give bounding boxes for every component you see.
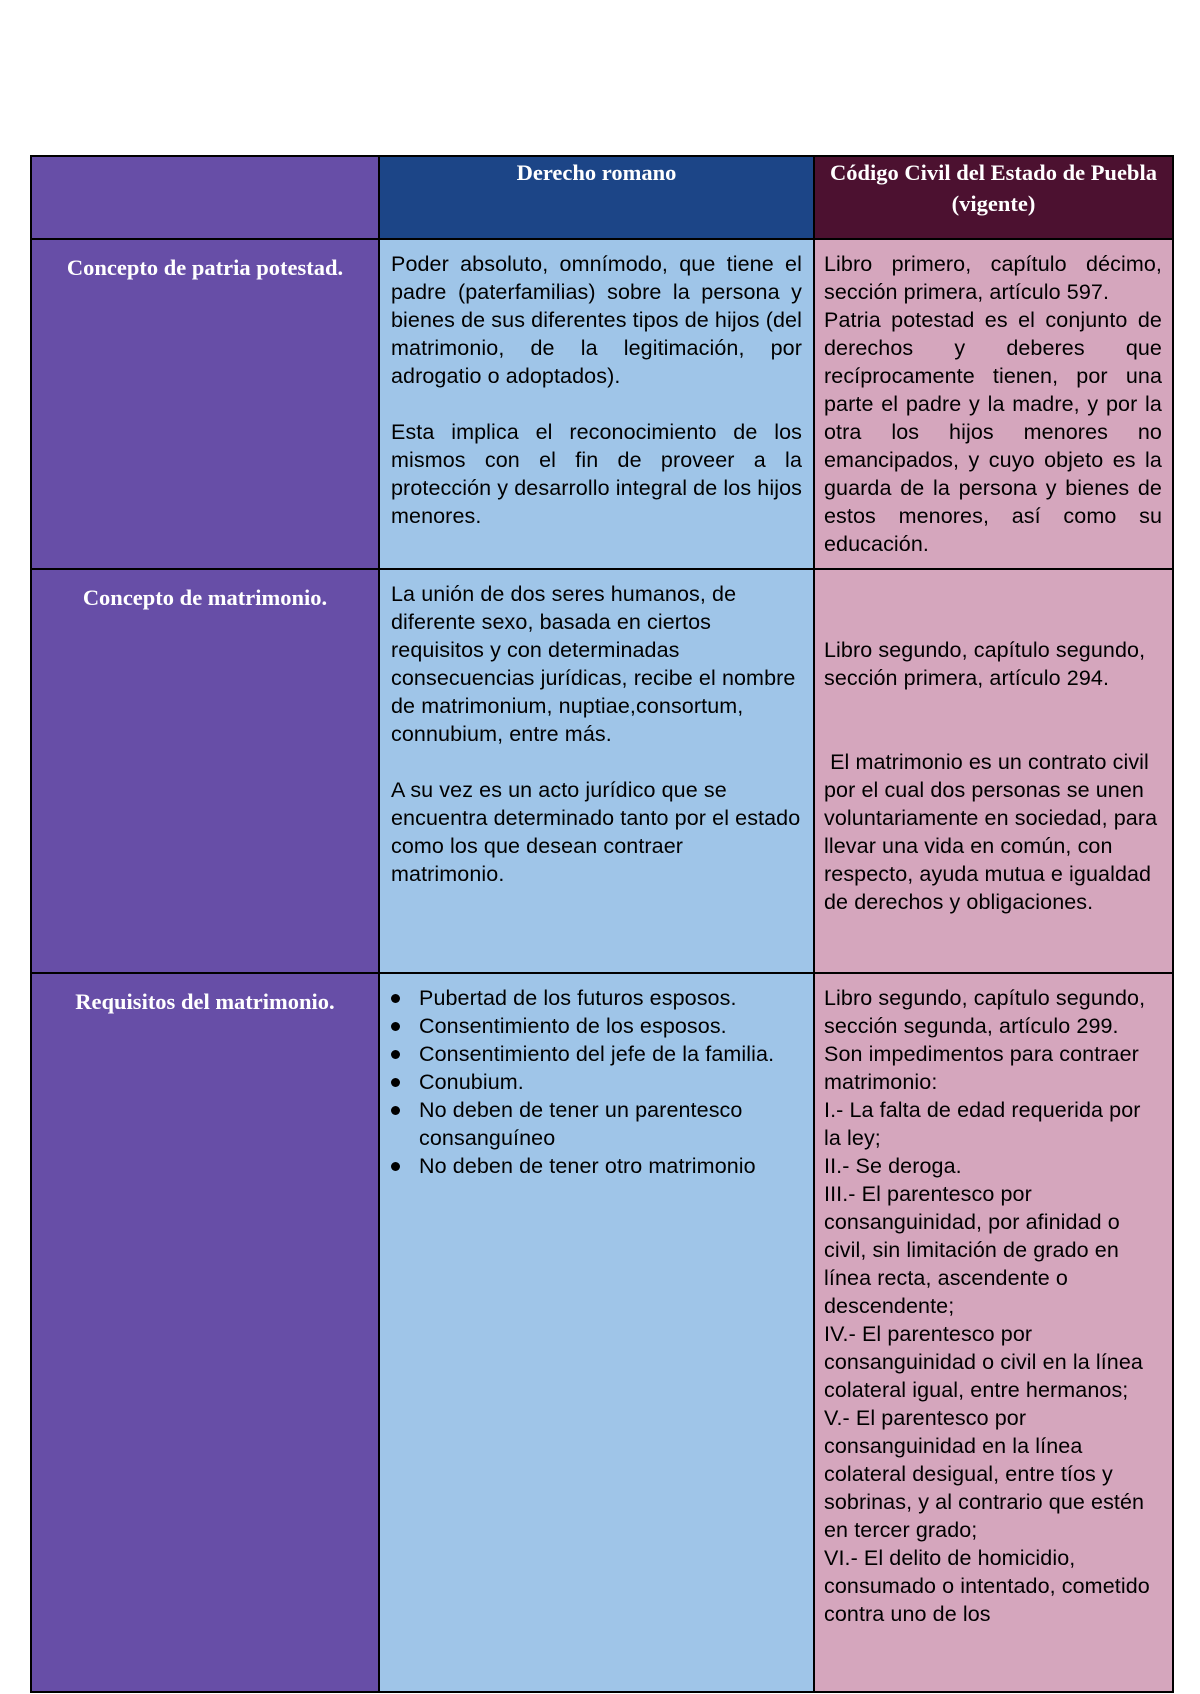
list-item bbox=[391, 1068, 802, 1096]
roman-paragraph: Esta implica el reconocimiento de los mismos con el fin de proveer a la protección y desarrollo integral de los hijos menores. bbox=[391, 420, 802, 528]
header-code-cell bbox=[814, 156, 1173, 239]
comparison-table bbox=[30, 155, 1174, 1693]
roman-cell bbox=[379, 973, 814, 1692]
table-row bbox=[31, 973, 1173, 1692]
code-cell bbox=[814, 569, 1173, 973]
code-line: Libro segundo, capítulo segundo, sección segunda, artículo 299. bbox=[824, 986, 1146, 1038]
bullet-icon bbox=[391, 1050, 400, 1059]
row-label: Concepto de matrimonio. bbox=[82, 585, 328, 610]
code-line: I.- La falta de edad requerida por la ley; bbox=[824, 1098, 1141, 1150]
row-label: Requisitos del matrimonio. bbox=[75, 989, 335, 1014]
roman-paragraph: La unión de dos seres humanos, de diferente sexo, basada en ciertos requisitos y con determinadas consecuencias jurídicas, recibe el nombre de matrimonium, nuptiae,consortum, connubium, entre más. bbox=[391, 582, 796, 746]
bullet-icon bbox=[391, 994, 400, 1003]
bullet-icon bbox=[391, 1022, 400, 1031]
list-item-text: No deben de tener otro matrimonio bbox=[419, 1154, 756, 1178]
roman-text bbox=[380, 570, 813, 888]
row-header-cell bbox=[31, 569, 379, 973]
roman-paragraph: A su vez es un acto jurídico que se encuentra determinado tanto por el estado como los que desean contraer matrimonio. bbox=[391, 778, 801, 886]
code-line: III.- El parentesco por consanguinidad, por afinidad o civil, sin limitación de grado en línea recta, ascendente o descendente; bbox=[824, 1182, 1120, 1318]
row-label: Concepto de patria potestad. bbox=[66, 255, 344, 280]
row-header-cell bbox=[31, 239, 379, 569]
header-code-label: Código Civil del Estado de Puebla (vigente) bbox=[830, 160, 1157, 216]
list-item bbox=[391, 1012, 802, 1040]
code-line: VI.- El delito de homicidio, consumado o intentado, cometido contra uno de los bbox=[824, 1546, 1150, 1626]
list-item-text: Consentimiento del jefe de la familia. bbox=[419, 1042, 775, 1066]
roman-paragraph: Poder absoluto, omnímodo, que tiene el padre (paterfamilias) sobre la persona y bienes de sus diferentes tipos de hijos (del matrimonio, de la legitimación, por adrogatio o adoptados). bbox=[391, 252, 802, 388]
row-header-cell bbox=[31, 973, 379, 1692]
list-item bbox=[391, 984, 802, 1012]
code-line: El matrimonio es un contrato civil por el cual dos personas se unen voluntariamente en sociedad, para llevar una vida en común, con respecto, ayuda mutua e igualdad de derechos y obligaciones. bbox=[824, 750, 1164, 914]
bullet-icon bbox=[391, 1078, 400, 1087]
code-line: Libro primero, capítulo décimo, sección primera, artículo 597. bbox=[824, 252, 1162, 304]
code-line: V.- El parentesco por consanguinidad en la línea colateral desigual, entre tíos y sobrinas, y al contrario que estén en tercer grado; bbox=[824, 1406, 1145, 1542]
code-line: Son impedimentos para contraer matrimonio: bbox=[824, 1042, 1139, 1094]
list-item bbox=[391, 1096, 802, 1152]
header-roman-label: Derecho romano bbox=[516, 160, 677, 185]
list-item-text: Consentimiento de los esposos. bbox=[419, 1014, 727, 1038]
header-row bbox=[31, 156, 1173, 239]
code-line: IV.- El parentesco por consanguinidad o civil en la línea colateral igual, entre hermanos; bbox=[824, 1322, 1143, 1402]
bullet-icon bbox=[391, 1106, 400, 1115]
code-cell bbox=[814, 973, 1173, 1692]
code-text bbox=[815, 974, 1172, 1628]
table-row bbox=[31, 239, 1173, 569]
code-text bbox=[815, 570, 1172, 972]
bullet-icon bbox=[391, 1162, 400, 1171]
code-line: Libro segundo, capítulo segundo, sección primera, artículo 294. bbox=[824, 638, 1152, 690]
roman-cell bbox=[379, 569, 814, 973]
header-roman-cell bbox=[379, 156, 814, 239]
roman-cell bbox=[379, 239, 814, 569]
list-item-text: No deben de tener un parentesco consanguíneo bbox=[419, 1098, 743, 1150]
code-text bbox=[815, 240, 1172, 558]
list-item bbox=[391, 1040, 802, 1068]
table-row bbox=[31, 569, 1173, 973]
requirements-list bbox=[380, 974, 813, 1180]
code-line: II.- Se deroga. bbox=[824, 1154, 962, 1178]
list-item bbox=[391, 1152, 802, 1180]
roman-text bbox=[380, 240, 813, 530]
list-item-text: Conubium. bbox=[419, 1070, 524, 1094]
code-cell bbox=[814, 239, 1173, 569]
code-line: Patria potestad es el conjunto de derechos y deberes que recíprocamente tienen, por una parte el padre y la madre, y por la otra los hijos menores no emancipados, y cuyo objeto es la guarda de la persona y bienes de estos menores, así como su educación. bbox=[824, 308, 1162, 556]
list-item-text: Pubertad de los futuros esposos. bbox=[419, 986, 737, 1010]
header-blank-cell bbox=[31, 156, 379, 239]
